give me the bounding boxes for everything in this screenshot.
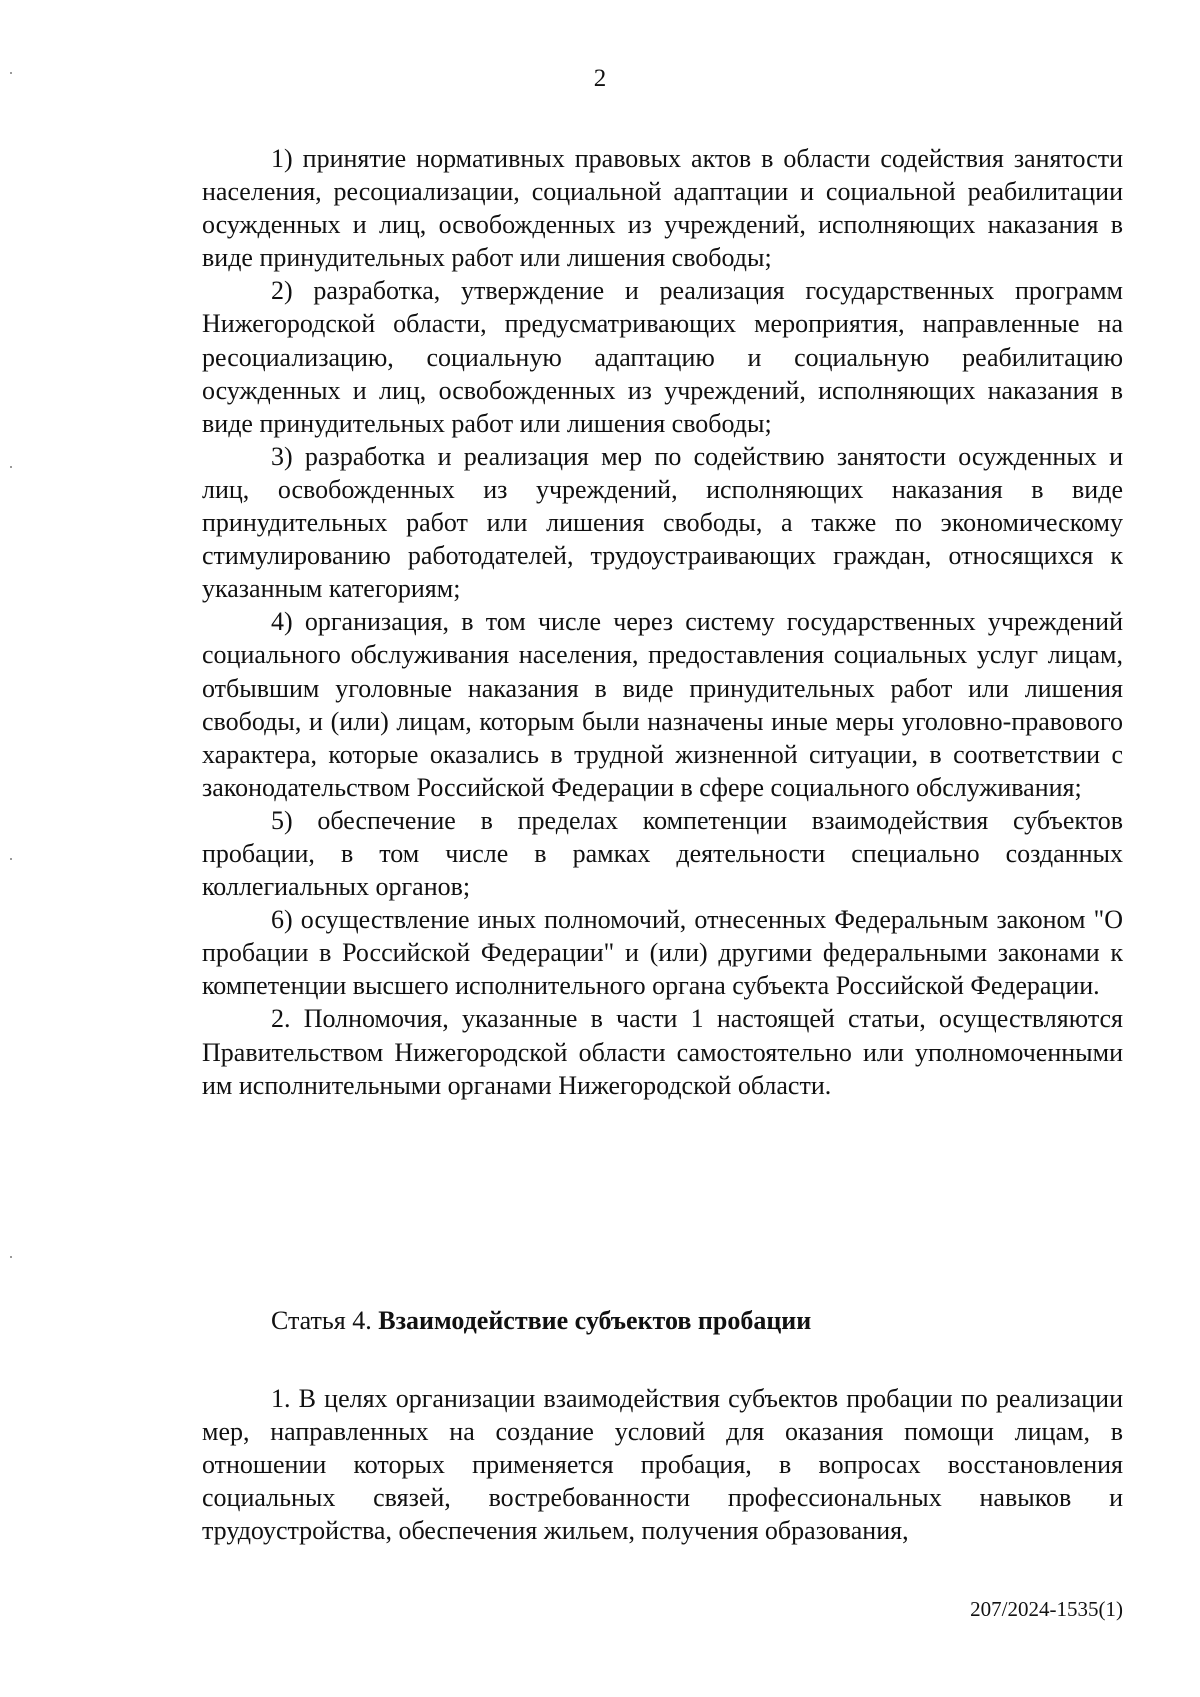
paragraph: 2. Полномочия, указанные в части 1 настоящей статьи, осуществляются Правительством Нижегородской области самостоятельно или уполномоченными им исполнительными органами Нижегородской области. bbox=[202, 1004, 1123, 1100]
document-code: 207/2024-1535(1) bbox=[970, 1597, 1123, 1621]
page-number: 2 bbox=[593, 65, 607, 92]
article-3-body bbox=[202, 142, 1123, 1102]
paragraph: 1) принятие нормативных правовых актов в области содействия занятости населения, ресоциализации, социальной адаптации и социальной реабилитации осужденных и лиц, освобожденных из учреждений, исполняющих наказания в виде принудительных работ или лишения свободы; bbox=[202, 144, 1123, 273]
scan-mark bbox=[10, 1256, 12, 1258]
article-title: Взаимодействие субъектов пробации bbox=[378, 1306, 812, 1335]
paragraph: 4) организация, в том числе через систему государственных учреждений социального обслуживания населения, предоставления социальных услуг лицам, отбывшим уголовные наказания в виде принудительных работ или лишения свободы, и (или) лицам, которым были назначены иные меры уголовно-правового характера, которые оказались в трудной жизненной ситуации, в соответствии с законодательством Российской Федерации в сфере социального обслуживания; bbox=[202, 607, 1123, 802]
scan-mark bbox=[10, 858, 12, 860]
article-4-body bbox=[202, 1382, 1123, 1547]
paragraph: 6) осуществление иных полномочий, отнесенных Федеральным законом "О пробации в Российской Федерации" и (или) другими федеральными законами к компетенции высшего исполнительного органа субъекта Российской Федерации. bbox=[202, 905, 1123, 1001]
paragraph: 2) разработка, утверждение и реализация государственных программ Нижегородской области, предусматривающих мероприятия, направленные на ресоциализацию, социальную адаптацию и социальную реабилитацию осужденных и лиц, освобожденных из учреждений, исполняющих наказания в виде принудительных работ или лишения свободы; bbox=[202, 276, 1123, 438]
paragraph: 5) обеспечение в пределах компетенции взаимодействия субъектов пробации, в том числе в рамках деятельности специально созданных коллегиальных органов; bbox=[202, 805, 1123, 902]
scan-mark bbox=[10, 466, 12, 468]
paragraph: 3) разработка и реализация мер по содействию занятости осужденных и лиц, освобожденных из учреждений, исполняющих наказания в виде принудительных работ или лишения свободы, а также по экономическому стимулированию работодателей, трудоустраивающих граждан, относящихся к указанным категориям; bbox=[202, 441, 1123, 604]
article-label: Статья 4. bbox=[271, 1306, 372, 1335]
article-heading bbox=[271, 1304, 1123, 1337]
paragraph: 1. В целях организации взаимодействия субъектов пробации по реализации мер, направленных на создание условий для оказания помощи лицам, в отношении которых применяется пробация, в вопросах восстановления социальных связей, востребованности профессиональных навыков и трудоустройства, обеспечения жильем, получения образования, bbox=[202, 1384, 1123, 1546]
